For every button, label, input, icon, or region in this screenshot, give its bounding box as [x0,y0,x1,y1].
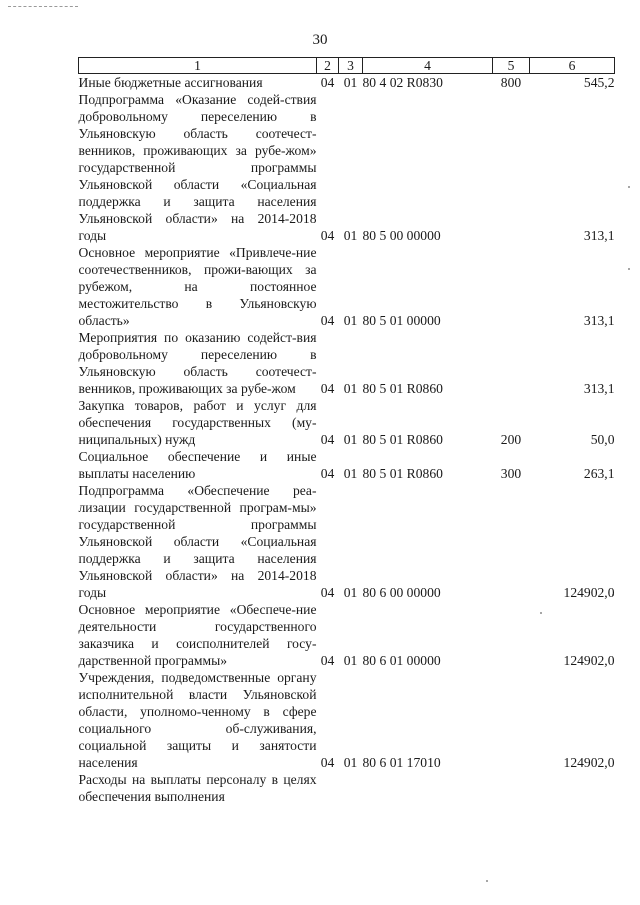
row-section: 04 [320,432,335,447]
header-target-article: 4 [363,58,493,74]
row-expense-type [493,329,530,397]
header-expense-type: 5 [493,58,530,74]
row-section: 04 [320,653,335,668]
row-expense-type: 200 [500,432,522,447]
row-subsection: 01 [343,432,358,447]
row-subsection: 01 [343,755,358,770]
row-section: 04 [320,381,335,396]
row-amount: 313,1 [583,313,615,328]
row-subsection [339,771,363,805]
row-name: Иные бюджетные ассигнования [78,75,263,90]
table-row [79,669,615,771]
scan-artifact [8,6,78,8]
table-row [79,448,615,482]
scan-speck [486,880,488,882]
row-target-article: 80 5 00 00000 [362,228,441,243]
row-expense-type [493,244,530,329]
row-name: Основное мероприятие «Обеспече-ние деятельности государственного заказчика и соисполнителей госу-дарственной программы» [78,602,317,668]
row-amount: 50,0 [590,432,615,447]
row-expense-type [493,482,530,601]
header-row [79,58,615,74]
row-amount: 124902,0 [563,653,615,668]
row-name: Мероприятия по оказанию содейст-вия добровольному переселению в Ульяновскую область соотечест-венников, проживающих за рубе-жом [78,330,317,396]
row-expense-type [493,669,530,771]
row-name: Основное мероприятие «Привлече-ние соотечественников, прожи-вающих за рубежом, на постоянное местожительство в Ульяновскую область» [78,245,317,328]
row-target-article: 80 5 01 R0860 [362,381,443,396]
row-subsection: 01 [343,75,358,90]
row-subsection: 01 [343,653,358,668]
row-name: Социальное обеспечение и иные выплаты населению [78,449,317,481]
row-amount [530,771,615,805]
row-expense-type [493,771,530,805]
table-row [79,397,615,448]
row-target-article: 80 6 01 00000 [362,653,441,668]
row-target-article: 80 6 00 00000 [362,585,441,600]
table-row [79,482,615,601]
row-section: 04 [320,75,335,90]
row-expense-type [493,91,530,244]
scan-speck [628,268,630,270]
row-target-article: 80 5 01 R0860 [362,432,443,447]
scan-speck [628,186,630,188]
row-section: 04 [320,228,335,243]
row-target-article [363,771,493,805]
row-expense-type: 800 [500,75,522,90]
row-name: Закупка товаров, работ и услуг для обеспечения государственных (му-ниципальных) нужд [78,398,317,447]
table-row [79,74,615,92]
row-section: 04 [320,466,335,481]
row-section: 04 [320,585,335,600]
header-section: 2 [317,58,339,74]
row-amount: 263,1 [583,466,615,481]
row-section: 04 [320,313,335,328]
row-subsection: 01 [343,313,358,328]
table-row [79,329,615,397]
row-target-article: 80 5 01 R0860 [362,466,443,481]
budget-table [78,57,615,805]
row-subsection: 01 [343,381,358,396]
header-subsection: 3 [339,58,363,74]
row-amount: 124902,0 [563,755,615,770]
row-section [317,771,339,805]
row-expense-type: 300 [500,466,522,481]
row-name: Подпрограмма «Оказание содей-ствия добровольному переселению в Ульяновскую область соотечест-венников, проживающих за рубе-жом» государственной программы Ульяновской области «Социальная поддержка и защита населения Ульяновской области» на 2014-2018 годы [78,92,317,243]
row-subsection: 01 [343,228,358,243]
table-row [79,771,615,805]
table-row [79,244,615,329]
row-amount: 124902,0 [563,585,615,600]
row-name: Учреждения, подведомственные органу исполнительной власти Ульяновской области, уполномо-ченному в сфере социального об-служивания, социальной защиты и занятости населения [78,670,317,770]
row-target-article: 80 6 01 17010 [362,755,441,770]
row-name: Подпрограмма «Обеспечение реа-лизации государственной програм-мы» государственной программы Ульяновской области «Социальная поддержка и защита населения Ульяновской области» на 2014-2018 годы [78,483,317,600]
row-expense-type [493,601,530,669]
header-amount: 6 [530,58,615,74]
row-amount: 313,1 [583,228,615,243]
row-name: Расходы на выплаты персоналу в целях обеспечения выполнения [78,772,317,804]
table-row [79,601,615,669]
page-number: 30 [312,32,328,48]
table-row [79,91,615,244]
row-section: 04 [320,755,335,770]
row-target-article: 80 5 01 00000 [362,313,441,328]
header-name: 1 [79,58,317,74]
row-subsection: 01 [343,585,358,600]
row-subsection: 01 [343,466,358,481]
row-amount: 313,1 [583,381,615,396]
row-amount: 545,2 [583,75,615,90]
row-target-article: 80 4 02 R0830 [362,75,443,90]
